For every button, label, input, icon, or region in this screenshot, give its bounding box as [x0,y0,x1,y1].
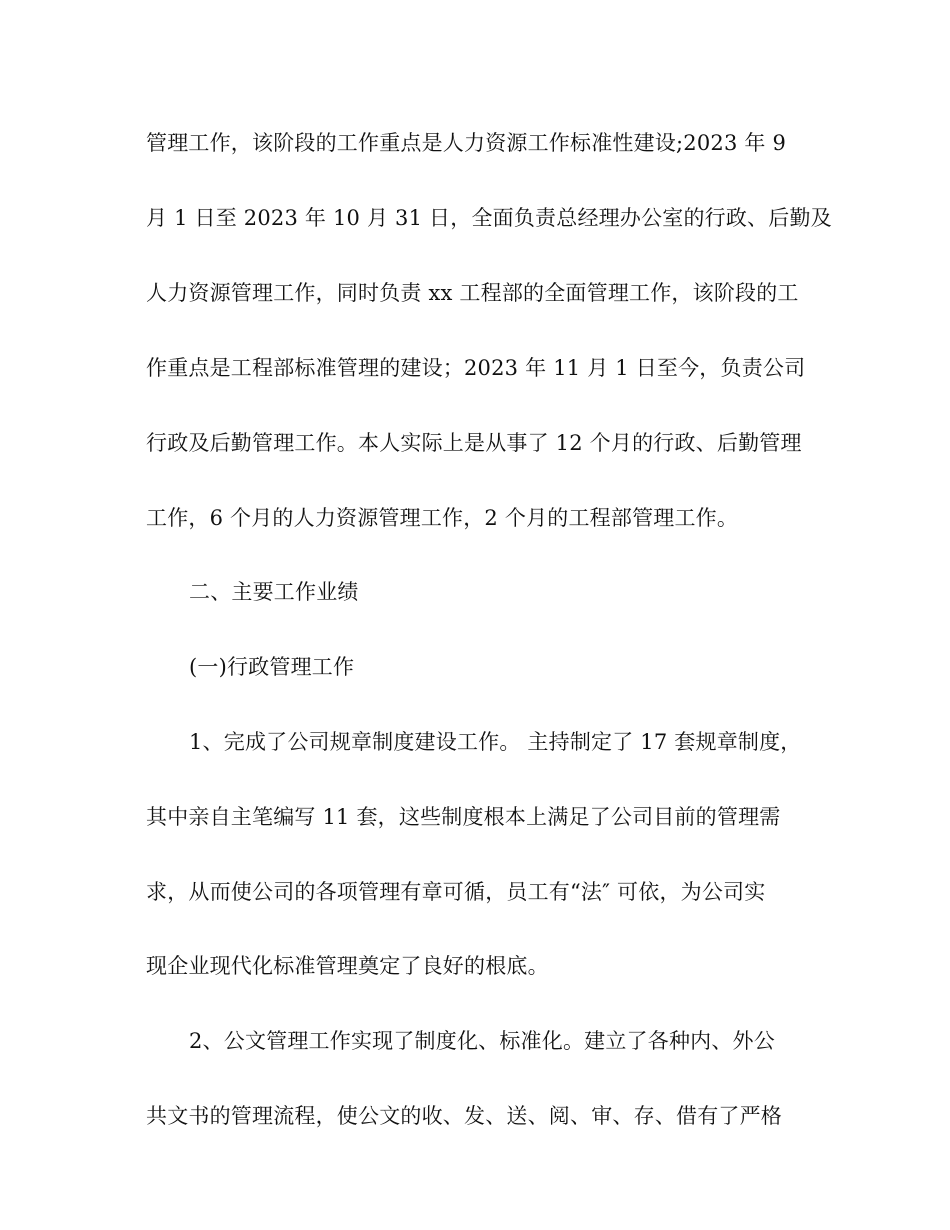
paragraph-line: 现企业现代化标准管理奠定了良好的根底。 [146,954,549,978]
subsection-heading: (一)行政管理工作 [189,655,355,679]
paragraph-line: 1、完成了公司规章制度建设工作。 主持制定了 17 套规章制度， [189,730,802,754]
paragraph-line: 人力资源管理工作，同时负责 xx 工程部的全面管理工作，该阶段的工 [146,281,799,305]
paragraph-line: 行政及后勤管理工作。本人实际上是从事了 12 个月的行政、后勤管理 [146,431,802,455]
section-heading: 二、主要工作业绩 [189,580,359,604]
paragraph-line: 月 1 日至 2023 年 10 月 31 日，全面负责总经理办公室的行政、后勤及 [146,206,832,230]
paragraph-line: 其中亲自主笔编写 11 套，这些制度根本上满足了公司目前的管理需 [146,805,781,829]
paragraph-line: 共文书的管理流程，使公文的收、发、送、阅、审、存、借有了严格 [146,1104,782,1128]
paragraph-line: 求，从而使公司的各项管理有章可循，员工有“法″ 可依，为公司实 [146,880,766,904]
paragraph-line: 2、公文管理工作实现了制度化、标准化。建立了各种内、外公 [189,1029,775,1053]
paragraph-line: 作重点是工程部标准管理的建设；2023 年 11 月 1 日至今，负责公司 [146,356,806,380]
paragraph-line: 工作，6 个月的人力资源管理工作，2 个月的工程部管理工作。 [146,506,739,530]
paragraph-line: 管理工作，该阶段的工作重点是人力资源工作标准性建设;2023 年 9 [146,131,787,155]
